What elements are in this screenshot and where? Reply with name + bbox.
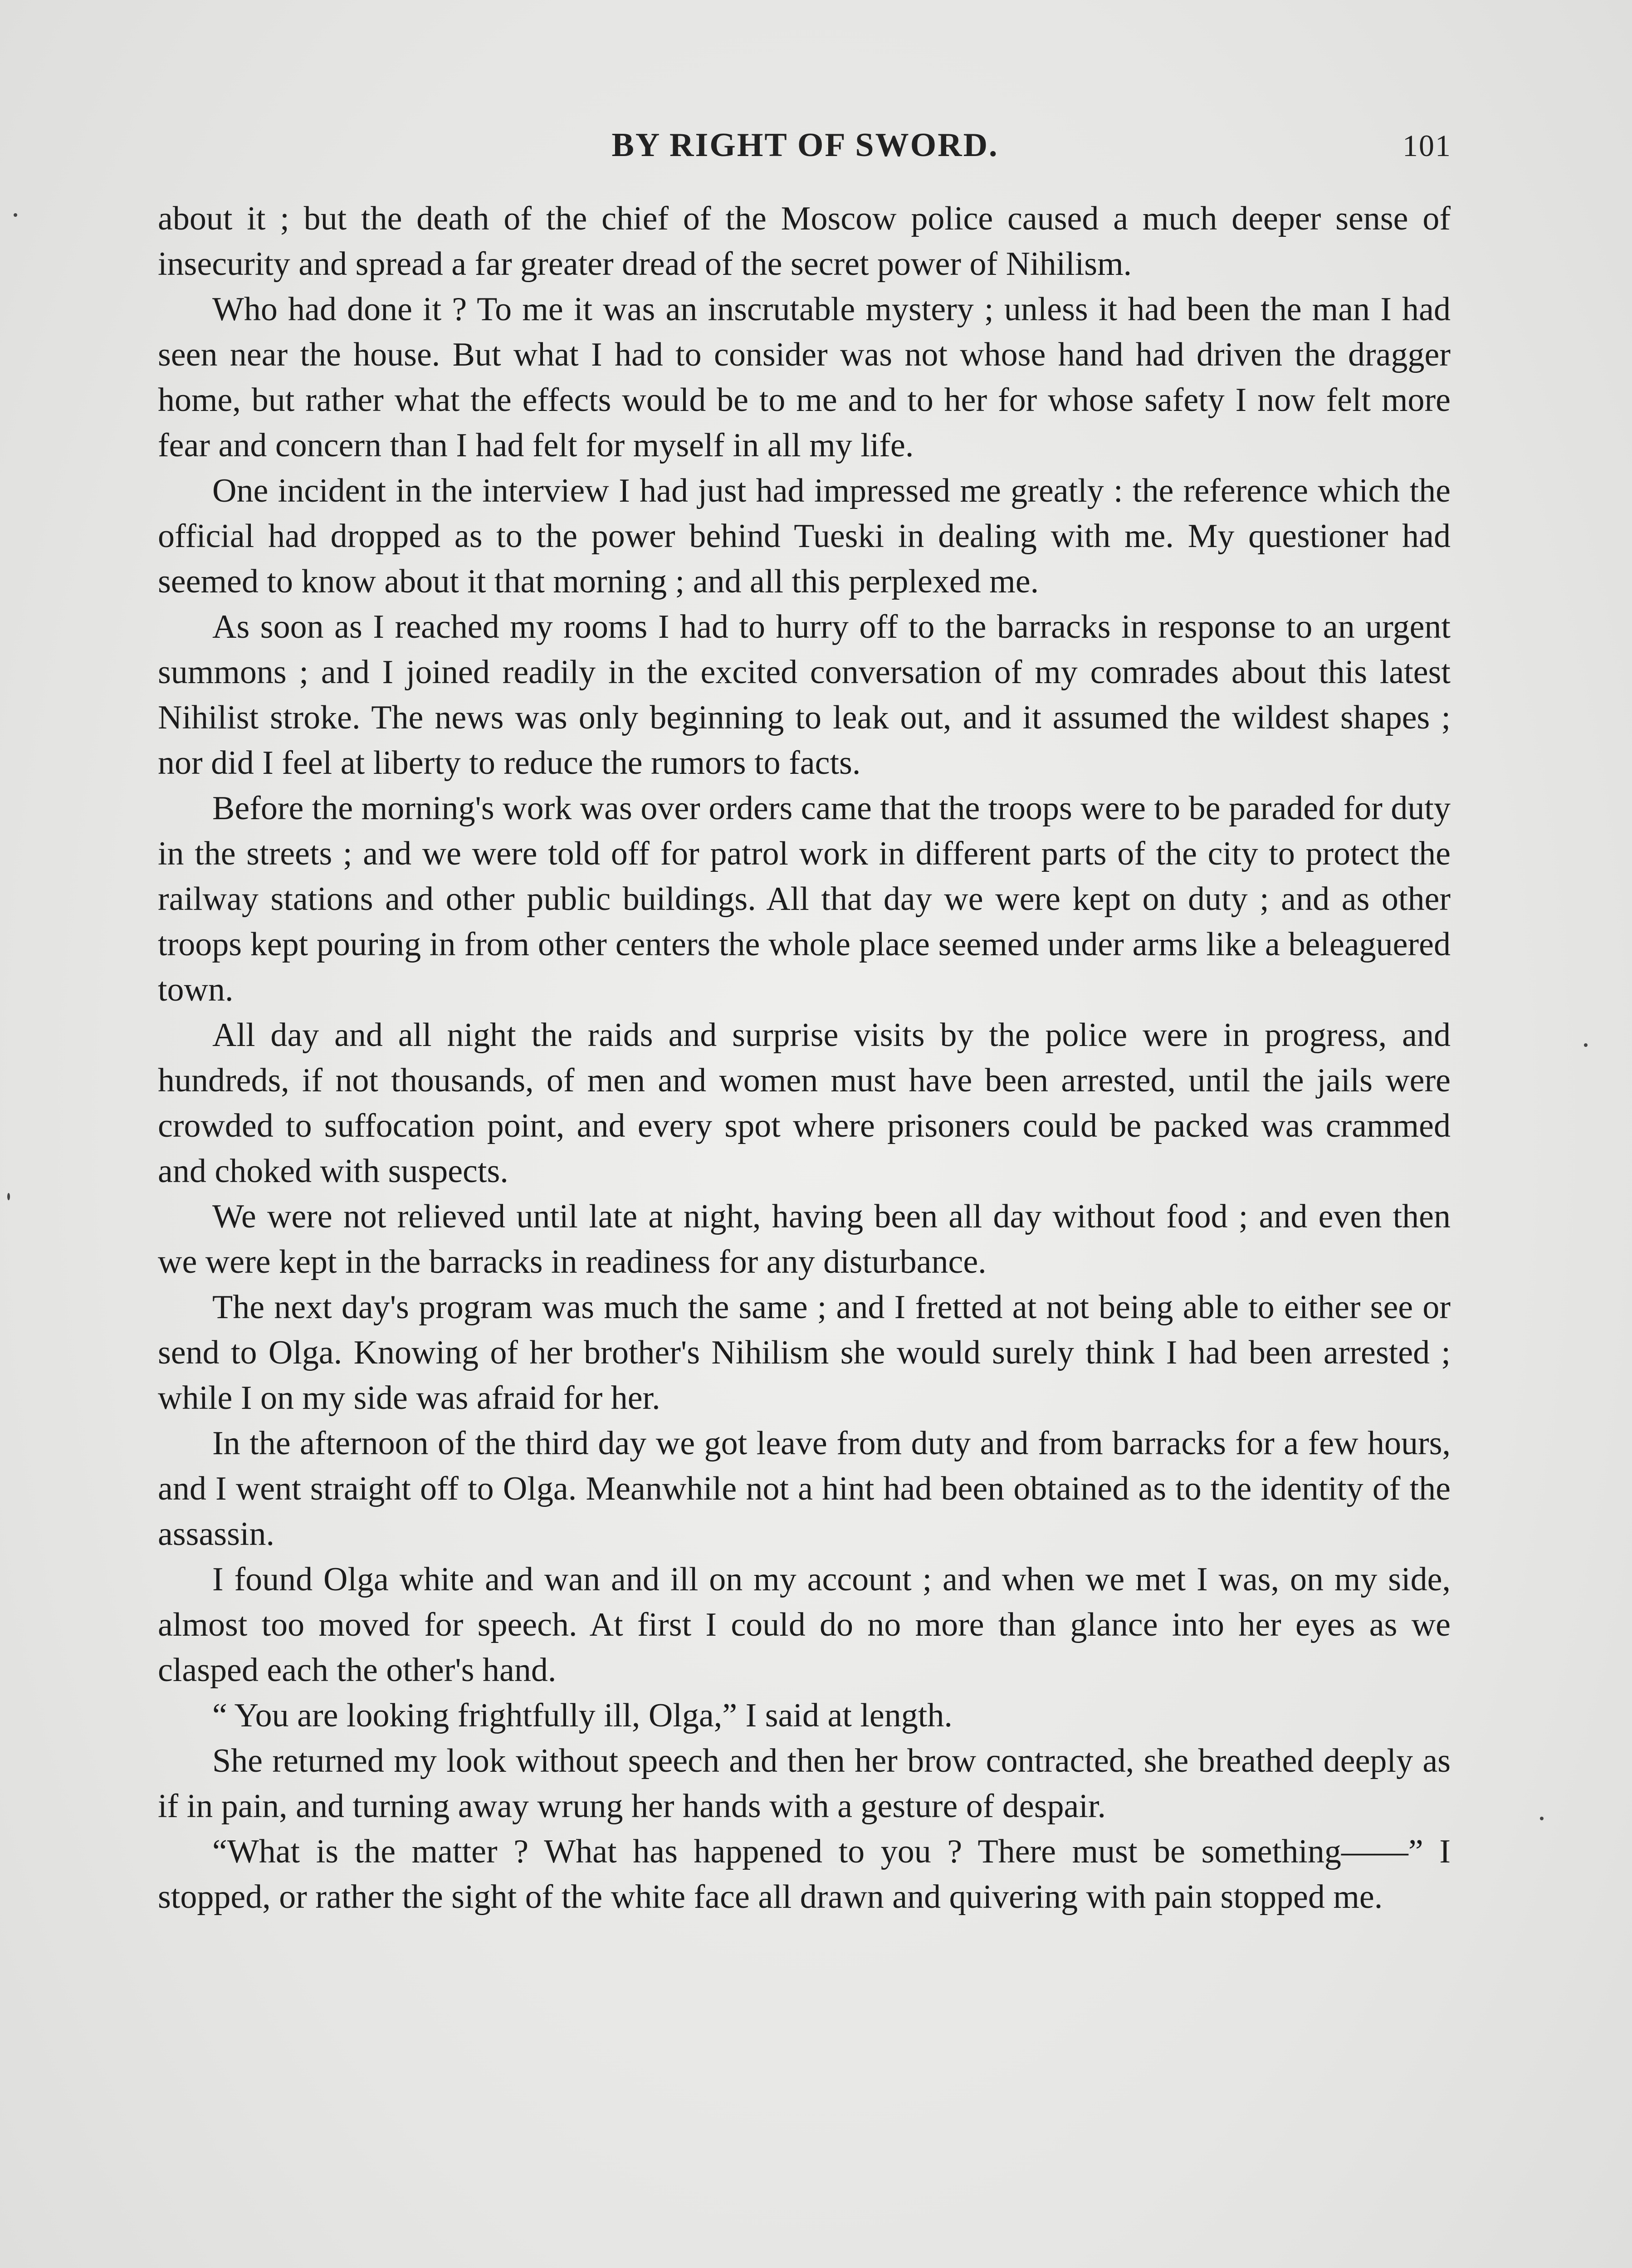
print-speck: [7, 1193, 10, 1200]
paragraph: Who had done it ? To me it was an inscrutable mystery ; unless it had been the man I had seen near the house. But what I had to consider was not whose hand had driven the dragger home, but rather what the effects would be to me and to her for whose safety I now felt more fear and concern than I had felt for myself in all my life.: [158, 291, 1451, 464]
paragraph: In the afternoon of the third day we got leave from duty and from barracks for a few hours, and I went straight off to Olga. Meanwhile not a hint had been obtained as to the identity of the assassin.: [158, 1425, 1451, 1553]
paragraph: about it ; but the death of the chief of the Moscow police caused a much deeper sense of insecurity and spread a far greater dread of the secret power of Nihilism.: [158, 200, 1451, 283]
paragraph: The next day's program was much the same ; and I fretted at not being able to either see or send to Olga. Knowing of her brother's Nihilism she would surely think I had been arrested ; while I on my side was afraid for her.: [158, 1289, 1451, 1417]
print-speck: [1540, 1817, 1544, 1820]
paragraph: Before the morning's work was over orders came that the troops were to be paraded for duty in the streets ; and we were told off for patrol work in different parts of the city to protect the railway stations and other public buildings. All that day we were kept on duty ; and as other troops kept pouring in from other centers the whole place seemed under arms like a beleaguered town.: [158, 790, 1451, 1008]
paragraph: As soon as I reached my rooms I had to hurry off to the barracks in response to an urgent summons ; and I joined readily in the excited conversation of my comrades about this latest Nihilist stroke. The news was only beginning to leak out, and it assumed the wildest shapes ; nor did I feel at liberty to reduce the rumors to facts.: [158, 608, 1451, 782]
paragraph: “ You are looking frightfully ill, Olga,” I said at length.: [212, 1697, 953, 1734]
print-speck: [1584, 1043, 1588, 1047]
running-title: BY RIGHT OF SWORD.: [611, 127, 999, 164]
paragraph: All day and all night the raids and surprise visits by the police were in progress, and hundreds, if not thousands, of men and women must have been arrested, until the jails were crowded to suffocation point, and every spot where prisoners could be packed was crammed and choked with suspects.: [158, 1017, 1451, 1190]
paragraph: We were not relieved until late at night, having been all day without food ; and even then we were kept in the barracks in readiness for any disturbance.: [158, 1198, 1451, 1281]
paragraph: One incident in the interview I had just had impressed me greatly : the reference which the official had dropped as to the power behind Tueski in dealing with me. My questioner had seemed to know about it that morning ; and all this perplexed me.: [158, 472, 1451, 600]
print-speck: [14, 213, 17, 217]
paragraph: I found Olga white and wan and ill on my account ; and when we met I was, on my side, almost too moved for speech. At first I could do no more than glance into her eyes as we clasped each the other's hand.: [158, 1561, 1451, 1689]
paragraph: “What is the matter ? What has happened to you ? There must be something——” I stopped, or rather the sight of the white face all drawn and quivering with pain stopped me.: [158, 1833, 1451, 1916]
page-number: 101: [1402, 128, 1451, 163]
paragraph: She returned my look without speech and then her brow contracted, she breathed deeply as if in pain, and turning away wrung her hands with a gesture of despair.: [158, 1742, 1451, 1825]
body-text: [158, 196, 1451, 1920]
page-header: [159, 126, 1451, 171]
